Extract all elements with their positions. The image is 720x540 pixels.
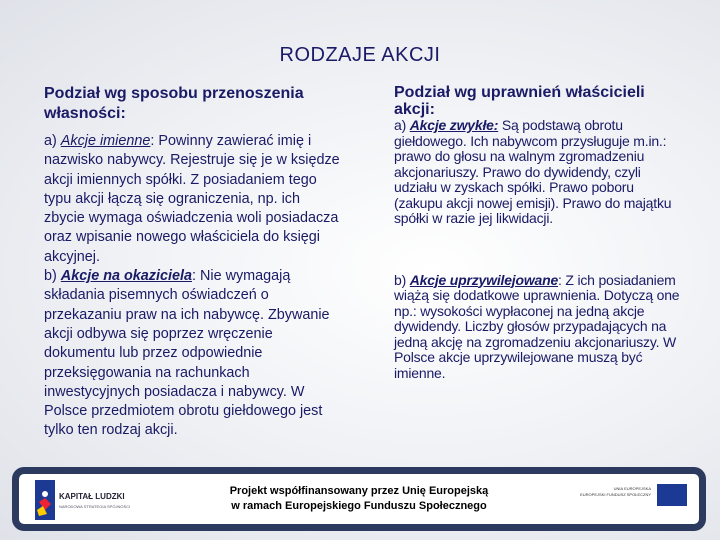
right-column — [394, 84, 684, 381]
slide-title: RODZAJE AKCJI — [279, 44, 441, 66]
left-column — [44, 84, 344, 441]
left-heading: Podział wg sposobu przenoszenia własności: — [44, 85, 304, 122]
logo-left-text: KAPITAŁ LUDZKI — [59, 492, 125, 501]
logo-right-text — [580, 486, 651, 498]
kapital-ludzki-logo-icon — [35, 480, 57, 520]
term: Akcje uprzywilejowane — [409, 271, 559, 288]
right-item-a — [394, 118, 684, 227]
description: : Nie wymagają składania pisemnych oświadczeń o przekazaniu praw na ich nabywcę. Zbywanie akcji odbywa się poprzez wręczenie dokumentu lub przez odpowiednie przeksięgowania na rachunkach inwestycyjnych posiadacza i nabywcy. W Polsce przedmiotem obrotu giełdowego jest tylko ten rodzaj akcji. — [44, 268, 330, 439]
footer-text — [209, 484, 509, 514]
footer-line1: Projekt współfinansowany przez Unię Europejską — [229, 485, 489, 497]
efs-label: EUROPEJSKI FUNDUSZ SPOŁECZNY — [580, 492, 651, 497]
prefix: b) — [44, 268, 61, 285]
description: : Z ich posiadaniem wiążą się dodatkowe uprawnienia. Dotyczą one np.: wysokości wypłaconej na jedną akcje dywidendy. Liczby głosów przypadających na jedną akcję na zgromadzeniu akcjonariuszy. W Polsce akcje uprzywilejowane muszą być imienne. — [394, 271, 680, 381]
footer-line2: w ramach Europejskiego Funduszu Społecznego — [231, 500, 487, 512]
prefix: a) — [394, 117, 410, 133]
right-heading: Podział wg uprawnień właścicieli akcji: — [394, 84, 645, 118]
prefix: b) — [394, 271, 410, 288]
description: Są podstawą obrotu giełdowego. Ich nabywcom przysługuje m.in.: prawo do głosu na walnym zgromadzeniu akcjonariuszy. Prawo do dywidendy, czyli udziału w zyskach spółki. Prawo poboru (zakupu akcji nowej emisji). Prawo do majątku spółki w razie jej likwidacji. — [394, 117, 672, 226]
eu-flag-icon — [657, 484, 687, 506]
footer-banner — [12, 467, 706, 531]
term: Akcje na okaziciela — [60, 268, 192, 285]
prefix: a) — [44, 133, 61, 149]
logo-left-subtext: NARODOWA STRATEGIA SPÓJNOŚCI — [59, 504, 131, 509]
term: Akcje imienne — [60, 133, 151, 149]
description: : Powinny zawierać imię i nazwisko nabywcy. Rejestruje się je w księdze akcji imiennych spółki. Z posiadaniem tego typu akcji łączą się ograniczenia, np. ich zbycie wymaga oświadczenia woli posiadacza oraz wpisanie nowego właściciela do księgi akcyjnej. — [44, 133, 340, 265]
left-item-a — [44, 132, 344, 441]
term: Akcje zwykłe: — [409, 117, 499, 133]
right-item-b — [394, 273, 684, 382]
eu-label: UNIA EUROPEJSKA — [613, 486, 651, 491]
